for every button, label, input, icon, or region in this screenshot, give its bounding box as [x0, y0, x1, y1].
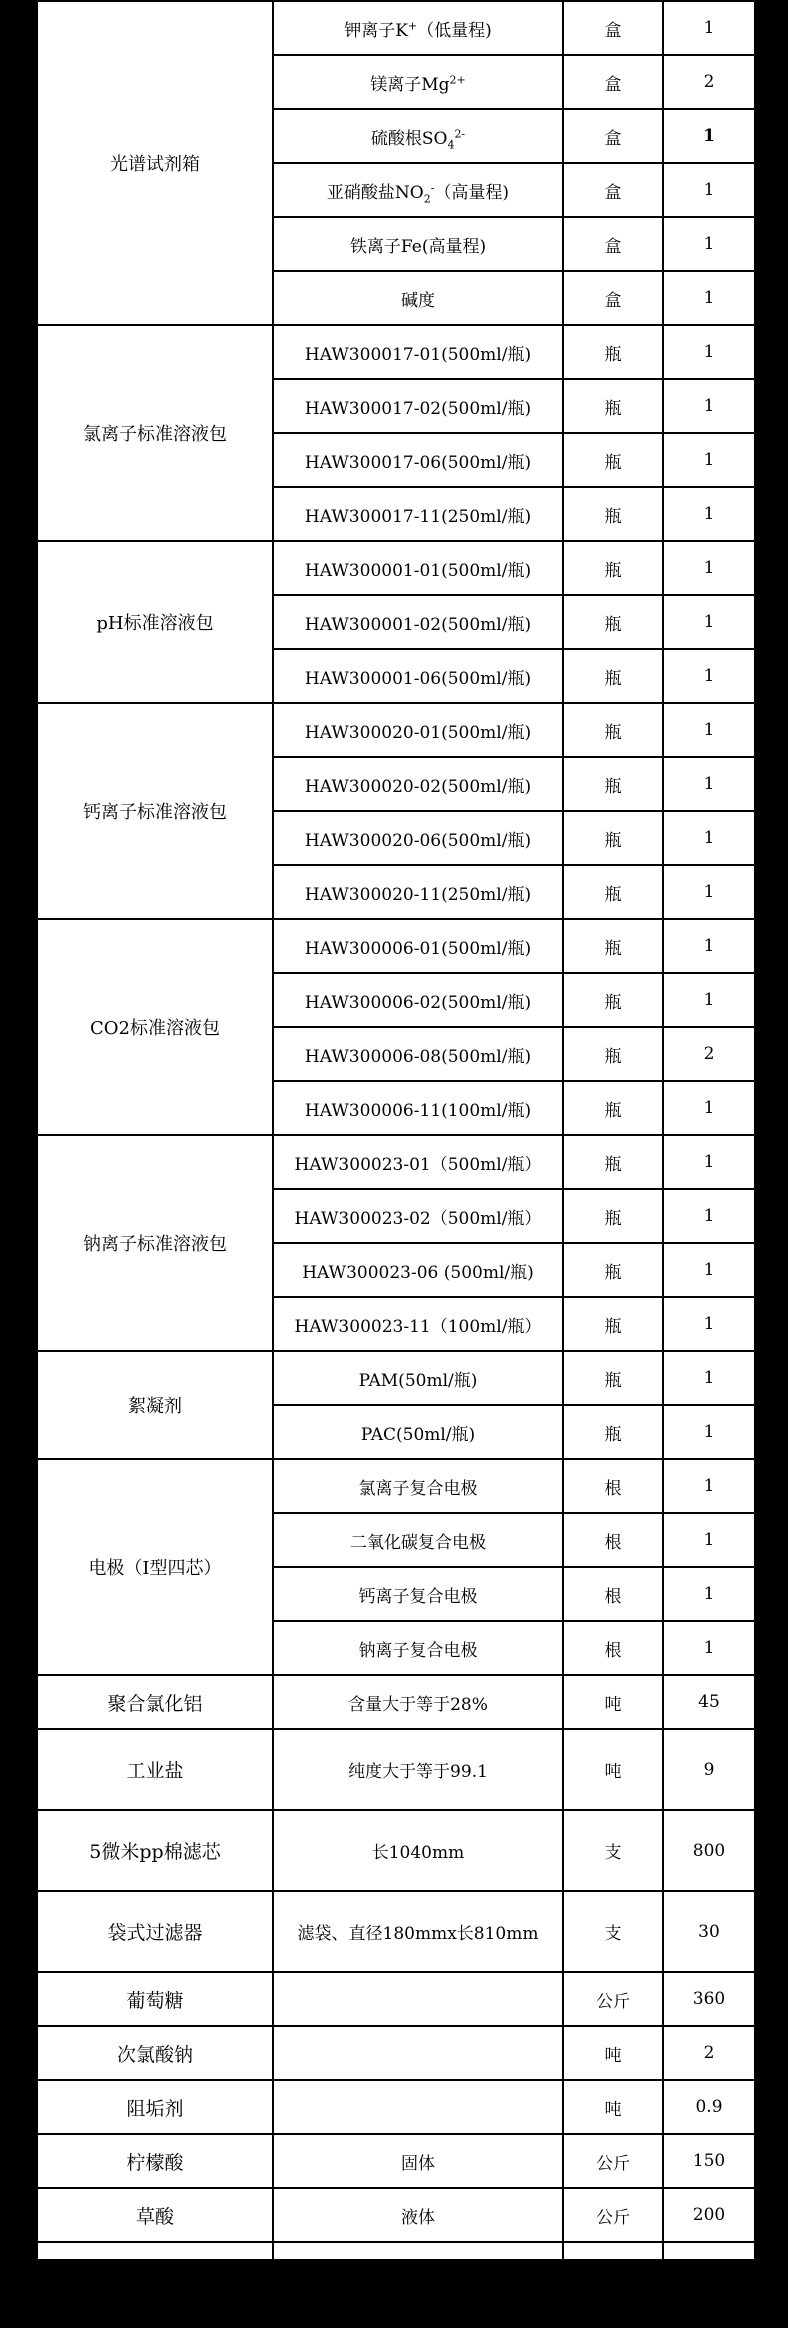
spec-cell: HAW300006-02(500ml/瓶): [273, 973, 563, 1027]
unit-cell: 瓶: [563, 865, 663, 919]
unit-cell: 公斤: [563, 1972, 663, 2026]
reagent-list-table: [36, 0, 756, 2261]
qty-cell: 1: [663, 1081, 755, 1135]
table-row: [37, 1810, 755, 1891]
item-name-cell: 葡萄糖: [37, 1972, 273, 2026]
table-row: [37, 1135, 755, 1189]
unit-cell: 盒: [563, 163, 663, 217]
qty-cell: 360: [663, 1972, 755, 2026]
unit-cell: 瓶: [563, 973, 663, 1027]
unit-cell: 吨: [563, 1729, 663, 1810]
group-name-cell: 钠离子标准溶液包: [37, 1135, 273, 1351]
unit-cell: 吨: [563, 1675, 663, 1729]
unit-cell: 瓶: [563, 1135, 663, 1189]
table-row: [37, 1351, 755, 1405]
qty-cell: 1: [663, 1297, 755, 1351]
qty-cell: 1: [663, 703, 755, 757]
spec-cell: HAW300023-02（500ml/瓶）: [273, 1189, 563, 1243]
spec-cell: HAW300001-02(500ml/瓶): [273, 595, 563, 649]
qty-cell: 150: [663, 2134, 755, 2188]
unit-cell: 瓶: [563, 1405, 663, 1459]
spec-cell: [273, 1972, 563, 2026]
qty-cell: 1: [663, 1459, 755, 1513]
qty-cell: 1: [663, 1567, 755, 1621]
qty-cell: 1: [663, 487, 755, 541]
spec-cell: [273, 1, 563, 55]
spec-text: 铁离子Fe(高量程): [349, 236, 487, 257]
qty-cell: 1: [663, 433, 755, 487]
spec-cell: [273, 271, 563, 325]
group-name-cell: 钙离子标准溶液包: [37, 703, 273, 919]
spec-cell: 滤袋、直径180mmx长810mm: [273, 1891, 563, 1972]
qty-cell: 1: [663, 217, 755, 271]
group-name-cell: 电极（Ⅰ型四芯）: [37, 1459, 273, 1675]
table-row: [37, 1459, 755, 1513]
table-row: [37, 325, 755, 379]
unit-cell: 瓶: [563, 703, 663, 757]
spec-superscript: +: [407, 18, 418, 32]
unit-cell: 支: [563, 1891, 663, 1972]
unit-cell: 瓶: [563, 649, 663, 703]
unit-cell: 瓶: [563, 433, 663, 487]
unit-cell: 支: [563, 1810, 663, 1891]
spec-cell: HAW300001-01(500ml/瓶): [273, 541, 563, 595]
spec-subscript: 4: [447, 137, 455, 151]
unit-cell: 瓶: [563, 1027, 663, 1081]
spec-superscript: 2-: [454, 126, 466, 140]
spec-text: 碱度: [401, 290, 435, 311]
spec-cell: 含量大于等于28%: [273, 1675, 563, 1729]
spec-cell: 固体: [273, 2134, 563, 2188]
qty-cell: 1: [663, 649, 755, 703]
spec-text: 硫酸根SO: [370, 128, 448, 149]
item-name-cell: 5微米pp棉滤芯: [37, 1810, 273, 1891]
spec-cell: HAW300020-02(500ml/瓶): [273, 757, 563, 811]
spec-cell: [273, 163, 563, 217]
table-row: [37, 2026, 755, 2080]
table-row: [37, 2134, 755, 2188]
spec-cell: HAW300006-11(100ml/瓶): [273, 1081, 563, 1135]
table-row: [37, 1675, 755, 1729]
unit-cell: 瓶: [563, 541, 663, 595]
qty-cell: 30: [663, 1891, 755, 1972]
unit-cell: 根: [563, 1567, 663, 1621]
spec-cell: 液体: [273, 2188, 563, 2242]
item-name-cell: 草酸: [37, 2188, 273, 2242]
qty-cell: 1: [663, 865, 755, 919]
item-name-cell: [37, 2242, 273, 2260]
unit-cell: 根: [563, 1621, 663, 1675]
qty-cell: 1: [663, 1513, 755, 1567]
spec-cell: 氯离子复合电极: [273, 1459, 563, 1513]
spec-cell: [273, 2242, 563, 2260]
qty-cell: 2: [663, 55, 755, 109]
unit-cell: 瓶: [563, 595, 663, 649]
unit-cell: 盒: [563, 217, 663, 271]
group-name-cell: CO2标准溶液包: [37, 919, 273, 1135]
qty-cell: 1: [663, 1621, 755, 1675]
qty-cell: 1: [663, 811, 755, 865]
qty-cell: 1: [663, 163, 755, 217]
unit-cell: 吨: [563, 2080, 663, 2134]
table-row: [37, 703, 755, 757]
spec-cell: HAW300023-11（100ml/瓶）: [273, 1297, 563, 1351]
qty-cell: 1: [663, 379, 755, 433]
unit-cell: 瓶: [563, 1297, 663, 1351]
spec-cell: PAC(50ml/瓶): [273, 1405, 563, 1459]
table-row: [37, 1, 755, 55]
spec-suffix: （高量程): [434, 182, 510, 203]
unit-cell: 瓶: [563, 325, 663, 379]
spec-cell: 长1040mm: [273, 1810, 563, 1891]
spec-cell: [273, 2026, 563, 2080]
qty-cell: 1: [663, 595, 755, 649]
unit-cell: [563, 2242, 663, 2260]
qty-cell: 1: [663, 1, 755, 55]
spec-cell: HAW300017-06(500ml/瓶): [273, 433, 563, 487]
spec-text: 亚硝酸盐NO: [326, 182, 424, 203]
qty-cell: 2: [663, 1027, 755, 1081]
spec-cell: HAW300017-11(250ml/瓶): [273, 487, 563, 541]
qty-cell: 1: [663, 1405, 755, 1459]
spec-cell: HAW300020-01(500ml/瓶): [273, 703, 563, 757]
unit-cell: 根: [563, 1459, 663, 1513]
qty-cell: 45: [663, 1675, 755, 1729]
qty-cell: 1: [663, 109, 755, 163]
spec-cell: HAW300006-08(500ml/瓶): [273, 1027, 563, 1081]
unit-cell: 瓶: [563, 487, 663, 541]
unit-cell: 瓶: [563, 757, 663, 811]
table-row: [37, 2188, 755, 2242]
qty-cell: 1: [663, 1351, 755, 1405]
item-name-cell: 聚合氯化铝: [37, 1675, 273, 1729]
unit-cell: 盒: [563, 271, 663, 325]
qty-cell: 1: [663, 271, 755, 325]
spec-cell: 二氧化碳复合电极: [273, 1513, 563, 1567]
spec-cell: HAW300017-02(500ml/瓶): [273, 379, 563, 433]
spec-cell: HAW300023-01（500ml/瓶）: [273, 1135, 563, 1189]
spec-cell: HAW300017-01(500ml/瓶): [273, 325, 563, 379]
unit-cell: 盒: [563, 55, 663, 109]
item-name-cell: 阻垢剂: [37, 2080, 273, 2134]
item-name-cell: 工业盐: [37, 1729, 273, 1810]
qty-cell: 200: [663, 2188, 755, 2242]
group-name-cell: pH标准溶液包: [37, 541, 273, 703]
spec-cell: [273, 2080, 563, 2134]
spec-cell: PAM(50ml/瓶): [273, 1351, 563, 1405]
spec-cell: HAW300020-06(500ml/瓶): [273, 811, 563, 865]
unit-cell: 公斤: [563, 2188, 663, 2242]
qty-cell: 1: [663, 325, 755, 379]
spec-text: 镁离子Mg: [370, 74, 450, 95]
qty-cell: 2: [663, 2026, 755, 2080]
item-name-cell: 袋式过滤器: [37, 1891, 273, 1972]
item-name-cell: 柠檬酸: [37, 2134, 273, 2188]
table-row-partial: [37, 2242, 755, 2260]
unit-cell: 瓶: [563, 1243, 663, 1297]
spec-subscript: 2: [423, 191, 431, 205]
spec-superscript: -: [430, 180, 435, 194]
spec-cell: HAW300020-11(250ml/瓶): [273, 865, 563, 919]
group-name-cell: 絮凝剂: [37, 1351, 273, 1459]
table-row: [37, 1729, 755, 1810]
spec-cell: HAW300001-06(500ml/瓶): [273, 649, 563, 703]
table-row: [37, 541, 755, 595]
spec-suffix: （低量程): [417, 20, 492, 41]
unit-cell: 根: [563, 1513, 663, 1567]
qty-cell: 9: [663, 1729, 755, 1810]
qty-cell: 1: [663, 973, 755, 1027]
group-name-cell: 氯离子标准溶液包: [37, 325, 273, 541]
spec-text: 钾离子K: [344, 20, 408, 41]
unit-cell: 瓶: [563, 919, 663, 973]
spec-cell: 钠离子复合电极: [273, 1621, 563, 1675]
spec-cell: 纯度大于等于99.1: [273, 1729, 563, 1810]
unit-cell: 瓶: [563, 1351, 663, 1405]
spec-superscript: 2+: [449, 72, 466, 86]
unit-cell: 盒: [563, 109, 663, 163]
unit-cell: 吨: [563, 2026, 663, 2080]
spec-cell: 钙离子复合电极: [273, 1567, 563, 1621]
qty-cell: 0.9: [663, 2080, 755, 2134]
unit-cell: 公斤: [563, 2134, 663, 2188]
table-row: [37, 2080, 755, 2134]
spec-cell: HAW300006-01(500ml/瓶): [273, 919, 563, 973]
unit-cell: 瓶: [563, 811, 663, 865]
spec-cell: [273, 217, 563, 271]
table-row: [37, 1891, 755, 1972]
spec-cell: [273, 55, 563, 109]
qty-cell: 1: [663, 1243, 755, 1297]
item-name-cell: 次氯酸钠: [37, 2026, 273, 2080]
unit-cell: 瓶: [563, 1189, 663, 1243]
table-row: [37, 919, 755, 973]
qty-cell: 800: [663, 1810, 755, 1891]
group-name-cell: 光谱试剂箱: [37, 1, 273, 325]
qty-cell: [663, 2242, 755, 2260]
qty-cell: 1: [663, 1135, 755, 1189]
qty-cell: 1: [663, 541, 755, 595]
qty-cell: 1: [663, 1189, 755, 1243]
table-row: [37, 1972, 755, 2026]
unit-cell: 瓶: [563, 1081, 663, 1135]
qty-cell: 1: [663, 757, 755, 811]
qty-cell: 1: [663, 919, 755, 973]
unit-cell: 盒: [563, 1, 663, 55]
spec-cell: [273, 109, 563, 163]
unit-cell: 瓶: [563, 379, 663, 433]
spec-cell: HAW300023-06 (500ml/瓶): [273, 1243, 563, 1297]
